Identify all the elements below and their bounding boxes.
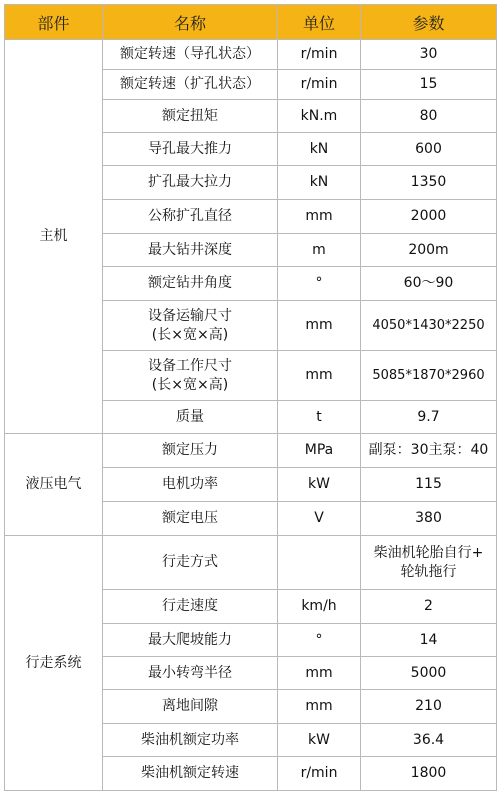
- param-unit: °: [278, 267, 361, 301]
- param-name: 额定转速（导孔状态）: [103, 40, 278, 70]
- param-name: 柴油机额定转速: [103, 757, 278, 791]
- param-value: 4050*1430*2250: [361, 301, 497, 351]
- param-value-line2: 轮轨拖行: [400, 563, 457, 580]
- param-name: 行走方式: [103, 536, 278, 590]
- param-name-line2: (长×宽×高): [151, 376, 229, 393]
- param-value: 115: [361, 468, 497, 502]
- param-unit: km/h: [278, 590, 361, 624]
- param-name: 额定扭矩: [103, 100, 278, 133]
- param-value: 5000: [361, 657, 497, 690]
- param-value: 2: [361, 590, 497, 624]
- category-cell: 行走系统: [5, 536, 103, 791]
- param-value: 2000: [361, 200, 497, 234]
- param-unit: r/min: [278, 757, 361, 791]
- header-unit: 单位: [278, 5, 361, 40]
- param-unit: MPa: [278, 434, 361, 468]
- param-name: 电机功率: [103, 468, 278, 502]
- param-unit: kN.m: [278, 100, 361, 133]
- param-unit: V: [278, 502, 361, 536]
- spec-table: [4, 4, 497, 791]
- param-name-line1: 设备运输尺寸: [148, 307, 232, 324]
- param-unit: mm: [278, 690, 361, 724]
- param-name: 额定钻井角度: [103, 267, 278, 301]
- param-name: 扩孔最大拉力: [103, 166, 278, 200]
- table-row: [5, 434, 497, 468]
- param-name: 额定压力: [103, 434, 278, 468]
- param-name: 额定转速（扩孔状态）: [103, 70, 278, 100]
- param-value: [361, 536, 497, 590]
- param-name: 额定电压: [103, 502, 278, 536]
- param-unit: mm: [278, 351, 361, 401]
- param-value: 15: [361, 70, 497, 100]
- param-value: 60～90: [361, 267, 497, 301]
- param-value: 200m: [361, 234, 497, 267]
- param-name: 离地间隙: [103, 690, 278, 724]
- param-unit: m: [278, 234, 361, 267]
- param-value: 副泵：30主泵：40: [361, 434, 497, 468]
- param-name-line2: (长×宽×高): [151, 326, 229, 343]
- param-value: 14: [361, 624, 497, 657]
- param-value: 600: [361, 133, 497, 166]
- param-value: 80: [361, 100, 497, 133]
- param-value: 210: [361, 690, 497, 724]
- header-row: [5, 5, 497, 40]
- param-value: 1350: [361, 166, 497, 200]
- header-name: 名称: [103, 5, 278, 40]
- param-name: 最小转弯半径: [103, 657, 278, 690]
- category-cell: 液压电气: [5, 434, 103, 536]
- param-unit: mm: [278, 301, 361, 351]
- table-row: [5, 40, 497, 70]
- param-value: 30: [361, 40, 497, 70]
- header-value: 参数: [361, 5, 497, 40]
- param-value: 380: [361, 502, 497, 536]
- param-unit: kW: [278, 724, 361, 757]
- param-name: 最大爬坡能力: [103, 624, 278, 657]
- param-unit: r/min: [278, 40, 361, 70]
- param-unit: mm: [278, 657, 361, 690]
- param-name: [103, 351, 278, 401]
- param-name: 公称扩孔直径: [103, 200, 278, 234]
- param-unit: kN: [278, 133, 361, 166]
- param-value: 5085*1870*2960: [361, 351, 497, 401]
- param-unit: [278, 536, 361, 590]
- param-name-line1: 设备工作尺寸: [148, 357, 232, 374]
- header-component: 部件: [5, 5, 103, 40]
- param-value: 36.4: [361, 724, 497, 757]
- param-name: [103, 301, 278, 351]
- param-value-line1: 柴油机轮胎自行+: [373, 544, 484, 561]
- param-name: 质量: [103, 401, 278, 434]
- param-unit: t: [278, 401, 361, 434]
- param-unit: r/min: [278, 70, 361, 100]
- category-cell: 主机: [5, 40, 103, 434]
- param-name: 柴油机额定功率: [103, 724, 278, 757]
- param-value: 9.7: [361, 401, 497, 434]
- param-unit: kW: [278, 468, 361, 502]
- param-unit: °: [278, 624, 361, 657]
- param-unit: mm: [278, 200, 361, 234]
- table-row: [5, 536, 497, 590]
- param-value: 1800: [361, 757, 497, 791]
- param-name: 行走速度: [103, 590, 278, 624]
- param-name: 最大钻井深度: [103, 234, 278, 267]
- param-name: 导孔最大推力: [103, 133, 278, 166]
- param-unit: kN: [278, 166, 361, 200]
